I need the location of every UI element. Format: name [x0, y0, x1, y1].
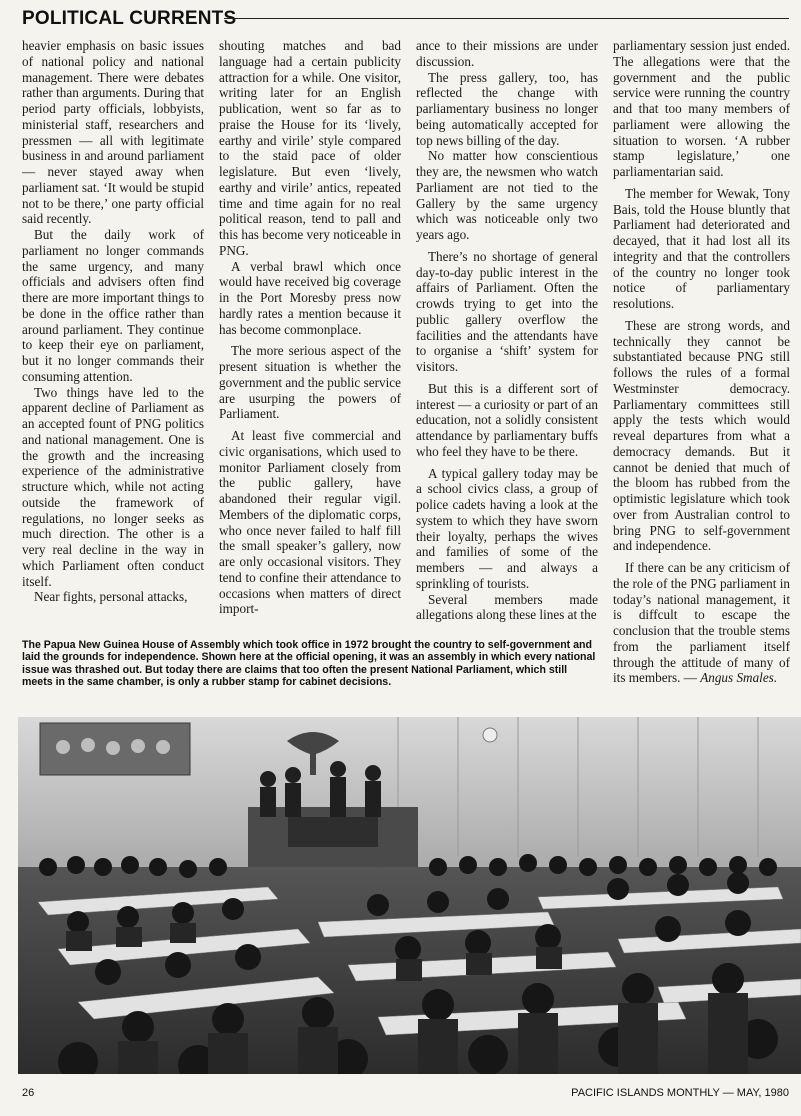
- paragraph: The more serious aspect of the present situation is whether the government and the public service are usurping the powers of Parliament.: [219, 343, 401, 422]
- paragraph: At least five commercial and civic organisations, which used to monitor Parliament closely from the public gallery, have abandoned their regular vigil. Members of the diplomatic corps, who once never failed to half fill the small speaker’s gallery, now are only occasional visitors. They tend to confine their attendance to occasions when matters of direct import-: [219, 428, 401, 617]
- page-number: 26: [22, 1087, 35, 1099]
- paragraph: A verbal brawl which once would have received big coverage in the Port Moresby press now hardly rates a mention because it has become commonplace.: [219, 258, 401, 337]
- paragraph: Two things have led to the apparent decline of Parliament as an accepted fount of PNG politics and national management. One is the growth and the increasing experience of the administrative structure which, while not acting outside the framework of regulations, no longer seeks as much direction. The other is a very real decline in the way in which Parliament often conduct itself.: [22, 384, 204, 589]
- paragraph: heavier emphasis on basic issues of national policy and national management. There were debates rather than arguments. During that period party officials, lobbyists, ministerial staff, researchers and pressmen — all with legitimate business in and around parliament — never stayed away when parliament sat. ‘It would be stupid not to be there,’ one party official said recently.: [22, 38, 204, 227]
- paragraph: Several members made allegations along these lines at the: [416, 591, 598, 623]
- section-title: POLITICAL CURRENTS: [22, 8, 237, 29]
- publication-line: PACIFIC ISLANDS MONTHLY — MAY, 1980: [571, 1087, 789, 1099]
- paragraph: But this is a different sort of interest — a curiosity or part of an education, not a solidly consistent attendance by parliamentary buffs who feel they have to be there.: [416, 380, 598, 459]
- paragraph: No matter how conscientious they are, the newsmen who watch Parliament are not tied to the Gallery by the same urgency which was noticeable only two years ago.: [416, 148, 598, 242]
- parliament-chamber-photo: [18, 717, 801, 1074]
- article-column-3: [416, 38, 598, 628]
- paragraph: The member for Wewak, Tony Bais, told the House bluntly that Parliament had deteriorated and decayed, that it had lost all its integrity and that the controllers of the country no longer took notice of parliamentary resolutions.: [613, 185, 790, 311]
- paragraph: parliamentary session just ended. The allegations were that the government and the public service were running the country and that too many members of parliament were allowing the situation to worsen. ‘A rubber stamp legislature,’ one parliamentarian said.: [613, 38, 790, 179]
- paragraph: These are strong words, and technically they cannot be substantiated because PNG still follows the rules of a formal Westminster democracy. Parliamentary committees still apply the tests which would reveal departures from what a democracy demands. But it cannot be denied that much of the bloom has rubbed from the optimistic legislature which took over from Australian control to bring PNG to self-government and independence.: [613, 317, 790, 554]
- article-column-1: [22, 38, 204, 628]
- photo-caption: The Papua New Guinea House of Assembly which took office in 1972 brought the country to self-government and laid the grounds for independence. Shown here at the official opening, it was an assembly in which every national issue was thrashed out. But today there are claims that too often the present National Parliament, which still meets in the same chamber, is only a rubber stamp for cabinet decisions.: [22, 639, 596, 689]
- article-column-4: [613, 38, 790, 710]
- paragraph: [613, 560, 790, 686]
- paragraph: ance to their missions are under discussion.: [416, 38, 598, 69]
- paragraph: shouting matches and bad language had a certain publicity attraction for a while. One visitor, writing later for an English publication, went so far as to praise the House for its ‘lively, earthy and virile’ style compared to the staid pace of older legislature. But even ‘lively, earthy and virile’ antics, repeated time and time again for no real political reason, tend to pall and this has become very noticeable in PNG.: [219, 38, 401, 258]
- paragraph: But the daily work of parliament no longer commands the same urgency, and many officials and advisers often find there are more important things to be done in the office rather than around parliament. They continue to keep their eye on parliament, but it no longer commands their consuming attention.: [22, 227, 204, 384]
- article-column-2: [219, 38, 401, 628]
- photo-illustration: [18, 717, 801, 1074]
- paragraph: There’s no shortage of general day-to-day public interest in the affairs of Parliament. Often the crowds trying to get into the public gallery overflow the facilities and the attendants have to organise a ‘shift’ system for visitors.: [416, 248, 598, 374]
- paragraph: A typical gallery today may be a school civics class, a group of police cadets having a look at the system to which they have sworn their loyalty, perhaps the wives and families of some of the members — and always a sprinkling of tourists.: [416, 465, 598, 591]
- paragraph: Near fights, personal attacks,: [34, 589, 188, 605]
- header-rule: [224, 18, 789, 19]
- paragraph-text: If there can be any criticism of the role of the PNG parliament in today’s national management, it is diffcult to escape the conclusion that the trouble stems from the parliament itself through the attitude of many of its members. —: [613, 560, 790, 686]
- paragraph: The press gallery, too, has reflected the change with parliamentary business no longer being automatically accepted for top news billing of the day.: [416, 69, 598, 148]
- byline: Angus Smales.: [700, 670, 778, 686]
